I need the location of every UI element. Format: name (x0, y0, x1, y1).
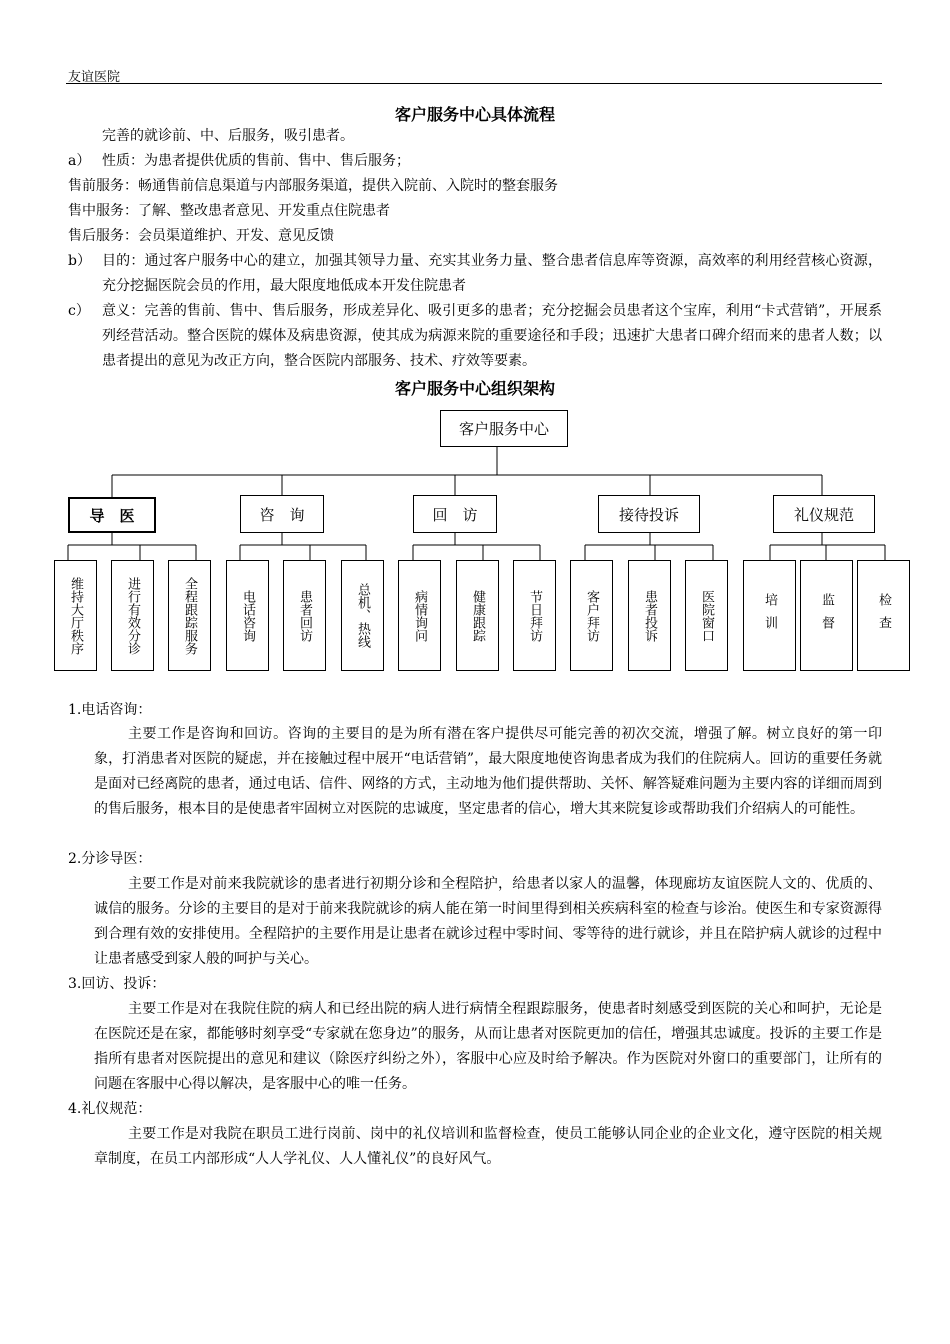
org-leaf (226, 560, 269, 671)
org-dept-guide: 导 医 (68, 497, 156, 533)
mid-sale-line: 售中服务：了解、整改患者意见、开发重点住院患者 (68, 203, 390, 219)
org-chart-title: 客户服务中心组织架构 (394, 379, 555, 398)
org-leaf-label: 总机、热线 (355, 583, 370, 648)
org-leaf (685, 560, 728, 671)
org-leaf-label: 全程跟踪服务 (182, 576, 197, 655)
item-a-text: 性质：为患者提供优质的售前、售中、售后服务； (102, 153, 410, 169)
org-leaf (341, 560, 384, 671)
process-title: 客户服务中心具体流程 (394, 105, 555, 124)
item-b-marker: b） (68, 253, 91, 269)
section-body: 主要工作是咨询和回访。咨询的主要目的是为所有潜在客户提供尽可能完善的初次交流，增强了解。树立良好的第一印象，打消患者对医院的疑虑，并在接触过程中展开“电话营销”，最大限度地使咨询患者成为我们的住院病人。回访的重要任务就是面对已经离院的患者，通过电话、信件、网络的方式，主动地为他们提供帮助、关怀、解答疑难问题为主要内容的详细而周到的售后服务，根本目的是使患者牢固树立对医院的忠诚度，坚定患者的信心，增大其来院复诊或帮助我们介绍病人的可能性。 (94, 726, 882, 817)
org-leaf-label: 健康跟踪 (470, 589, 485, 642)
pre-sale-line: 售前服务：畅通售前信息渠道与内部服务渠道，提供入院前、入院时的整套服务 (68, 178, 558, 194)
org-dept-consult: 咨 询 (240, 495, 324, 533)
org-leaf (628, 560, 671, 671)
org-leaf-label: 电话咨询 (240, 589, 255, 642)
org-dept-followup: 回 访 (413, 495, 497, 533)
section-heading: 4.礼仪规范： (68, 1101, 152, 1117)
org-leaf-label: 培训 (762, 592, 777, 639)
item-b-text: 目的：通过客户服务中心的建立，加强其领导力量、充实其业务力量、整合患者信息库等资源，高效率的利用经营核心资源，充分挖掘医院会员的作用，最大限度地低成本开发住院患者 (102, 253, 882, 294)
org-leaf-label: 医院窗口 (699, 589, 714, 642)
org-leaf-label: 患者回访 (297, 589, 312, 642)
section-heading: 1.电话咨询： (68, 702, 152, 718)
section-body: 主要工作是对我院在职员工进行岗前、岗中的礼仪培训和监督检查，使员工能够认同企业的企业文化，遵守医院的相关规章制度，在员工内部形成“人人学礼仪、人人懂礼仪”的良好风气。 (94, 1126, 882, 1167)
org-leaf (456, 560, 499, 671)
org-leaf (398, 560, 441, 671)
org-root-node: 客户服务中心 (440, 410, 568, 447)
section-heading: 2.分诊导医： (68, 851, 152, 867)
org-leaf-label: 客户拜访 (584, 589, 599, 642)
org-leaf-label: 病情询问 (412, 589, 427, 642)
org-leaf-label: 检查 (876, 592, 891, 639)
org-leaf-label: 维持大厅秩序 (68, 576, 83, 655)
org-leaf (743, 560, 796, 671)
section-body: 主要工作是对在我院住院的病人和已经出院的病人进行病情全程跟踪服务，使患者时刻感受到医院的关心和呵护，无论是在医院还是在家，都能够时刻享受“专家就在您身边”的服务，从而让患者对医院更加的信任，增强其忠诚度。投诉的主要工作是指所有患者对医院提出的意见和建议（除医疗纠纷之外），客服中心应及时给予解决。作为医院对外窗口的重要部门，让所有的问题在客服中心得以解决，是客服中心的唯一任务。 (94, 1001, 882, 1092)
section-body: 主要工作是对前来我院就诊的患者进行初期分诊和全程陪护，给患者以家人的温馨，体现廊坊友谊医院人文的、优质的、诚信的服务。分诊的主要目的是对于前来我院就诊的病人能在第一时间里得到相关疾病科室的检查与诊治。使医生和专家资源得到合理有效的安排使用。全程陪护的主要作用是让患者在就诊过程中零时间、零等待的进行就诊，并且在陪护病人就诊的过程中让患者感受到家人般的呵护与关心。 (94, 876, 882, 967)
section-heading: 3.回访、投诉： (68, 976, 166, 992)
post-sale-line: 售后服务：会员渠道维护、开发、意见反馈 (68, 228, 334, 244)
org-leaf-label: 患者投诉 (642, 589, 657, 642)
item-a-marker: a） (68, 153, 91, 169)
org-leaf (800, 560, 853, 671)
org-leaf (168, 560, 211, 671)
item-c-marker: c） (68, 303, 90, 319)
org-leaf-label: 监督 (819, 592, 834, 639)
org-leaf (570, 560, 613, 671)
org-leaf (111, 560, 154, 671)
org-leaf (857, 560, 910, 671)
org-leaf-label: 节日拜访 (527, 589, 542, 642)
org-leaf (283, 560, 326, 671)
org-leaf-label: 进行有效分诊 (125, 576, 140, 655)
org-leaf (513, 560, 556, 671)
item-c-text: 意义：完善的售前、售中、售后服务，形成差异化、吸引更多的患者；充分挖掘会员患者这个宝库，利用“卡式营销”，开展系列经营活动。整合医院的媒体及病患资源，使其成为病源来院的重要途径和手段；迅速扩大患者口碑介绍而来的患者人数；以患者提出的意见为改正方向，整合医院内部服务、技术、疗效等要素。 (102, 303, 882, 369)
intro-line: 完善的就诊前、中、后服务，吸引患者。 (102, 128, 354, 144)
org-dept-etiquette: 礼仪规范 (773, 495, 875, 533)
org-leaf (54, 560, 97, 671)
page-header: 友谊医院 (68, 70, 121, 85)
org-dept-complaint: 接待投诉 (598, 495, 700, 533)
